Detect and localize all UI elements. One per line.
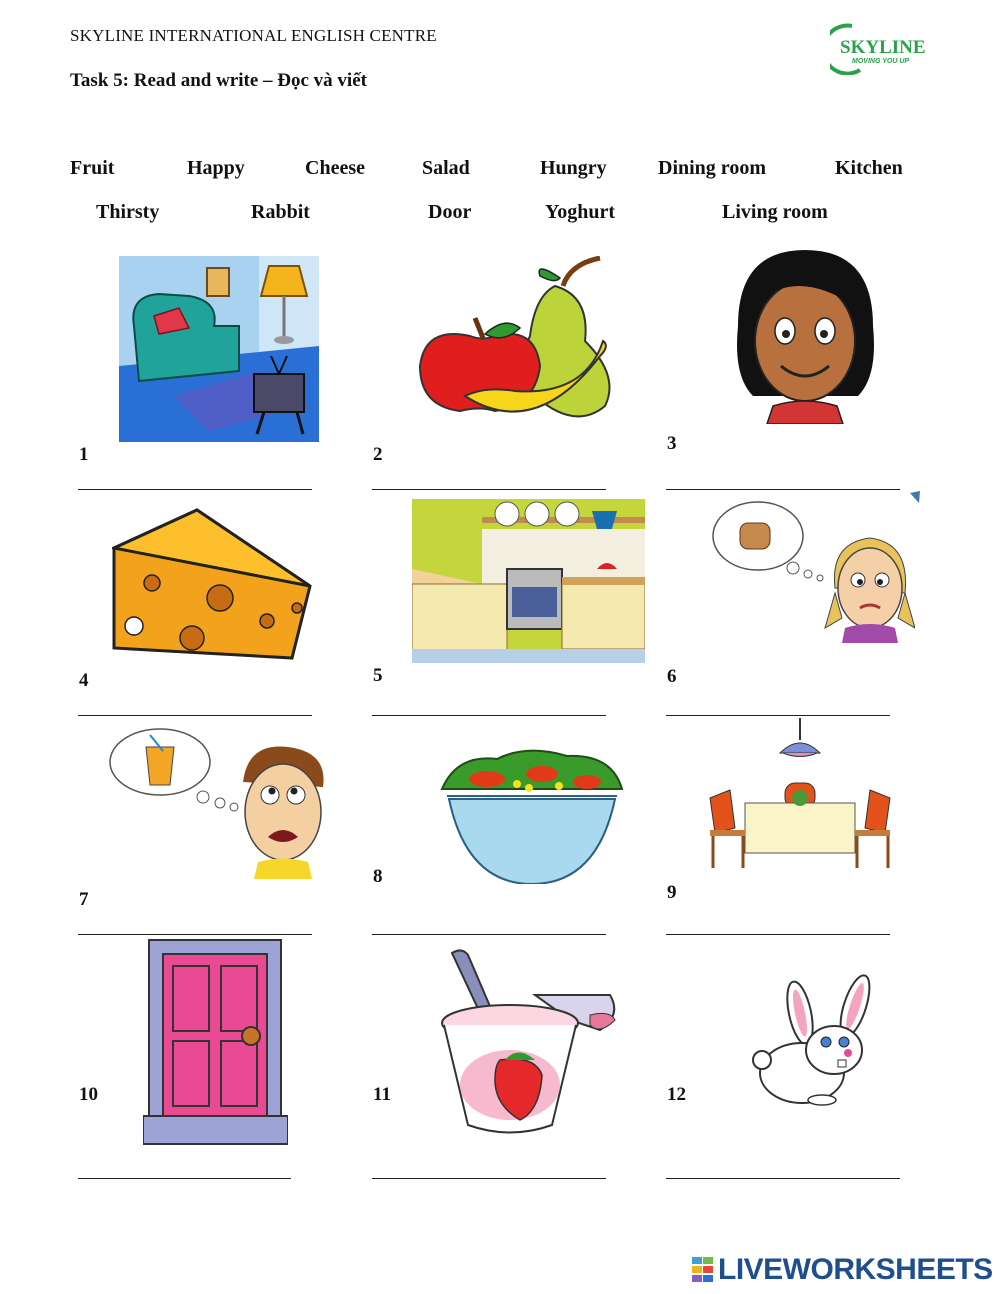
- happy-girl-picture: [733, 246, 878, 424]
- word-living-room: Living room: [722, 201, 828, 223]
- word-kitchen: Kitchen: [835, 157, 903, 179]
- answer-input-4[interactable]: [80, 692, 314, 716]
- answer-input-3[interactable]: [668, 466, 902, 490]
- word-rabbit: Rabbit: [251, 201, 310, 223]
- liveworksheets-brand: LIVEWORKSHEETS: [718, 1253, 993, 1286]
- answer-input-7[interactable]: [80, 911, 314, 935]
- answer-line: [372, 1178, 606, 1179]
- answer-input-2[interactable]: [374, 466, 608, 490]
- fruit-picture: [415, 256, 625, 436]
- answer-line: [78, 715, 312, 716]
- answer-line: [78, 489, 312, 490]
- answer-line: [666, 1178, 900, 1179]
- answer-input-6[interactable]: [668, 692, 892, 716]
- item-number: 8: [373, 866, 383, 887]
- answer-input-9[interactable]: [668, 911, 892, 935]
- answer-line: [372, 489, 606, 490]
- door-picture: [143, 938, 288, 1145]
- word-yoghurt: Yoghurt: [545, 201, 616, 223]
- answer-line: [666, 715, 890, 716]
- item-number: 10: [79, 1084, 98, 1105]
- task-title: Task 5: Read and write – Đọc và viết: [70, 70, 367, 91]
- svg-text:MOVING YOU UP: MOVING YOU UP: [852, 58, 910, 65]
- answer-input-8[interactable]: [374, 911, 608, 935]
- answer-line: [78, 1178, 291, 1179]
- answer-input-1[interactable]: [80, 466, 314, 490]
- salad-picture: [437, 744, 627, 884]
- living-room-picture: [119, 256, 319, 442]
- word-happy: Happy: [187, 157, 245, 179]
- item-number: 3: [667, 433, 677, 454]
- answer-line: [372, 934, 606, 935]
- liveworksheets-icon: [692, 1257, 714, 1283]
- item-number: 9: [667, 882, 677, 903]
- kitchen-picture: [412, 499, 645, 663]
- skyline-logo: [830, 20, 935, 75]
- centre-name: SKYLINE INTERNATIONAL ENGLISH CENTRE: [70, 26, 437, 45]
- answer-input-11[interactable]: [374, 1155, 608, 1179]
- answer-line: [372, 715, 606, 716]
- answer-input-10[interactable]: [80, 1155, 294, 1179]
- dining-room-picture: [705, 718, 895, 873]
- answer-input-12[interactable]: [668, 1155, 902, 1179]
- yoghurt-picture: [440, 945, 620, 1140]
- answer-line: [666, 489, 900, 490]
- thirsty-boy-picture: [108, 727, 330, 879]
- cheese-picture: [112, 508, 312, 663]
- item-number: 1: [79, 444, 89, 465]
- word-thirsty: Thirsty: [96, 201, 160, 223]
- item-number: 11: [373, 1084, 391, 1105]
- word-dining-room: Dining room: [658, 157, 766, 179]
- hungry-girl-picture: [710, 498, 915, 643]
- svg-text:SKYLINE: SKYLINE: [840, 37, 926, 58]
- item-number: 4: [79, 670, 89, 691]
- answer-line: [666, 934, 890, 935]
- corner-marker: [910, 490, 920, 508]
- answer-line: [78, 934, 312, 935]
- rabbit-picture: [752, 968, 877, 1108]
- word-hungry: Hungry: [540, 157, 607, 179]
- word-door: Door: [428, 201, 472, 223]
- word-fruit: Fruit: [70, 157, 115, 179]
- word-cheese: Cheese: [305, 157, 365, 179]
- item-number: 7: [79, 889, 89, 910]
- item-number: 2: [373, 444, 383, 465]
- word-salad: Salad: [422, 157, 470, 179]
- item-number: 12: [667, 1084, 686, 1105]
- item-number: 5: [373, 665, 383, 686]
- item-number: 6: [667, 666, 677, 687]
- liveworksheets-logo: [692, 1252, 993, 1288]
- answer-input-5[interactable]: [374, 692, 608, 716]
